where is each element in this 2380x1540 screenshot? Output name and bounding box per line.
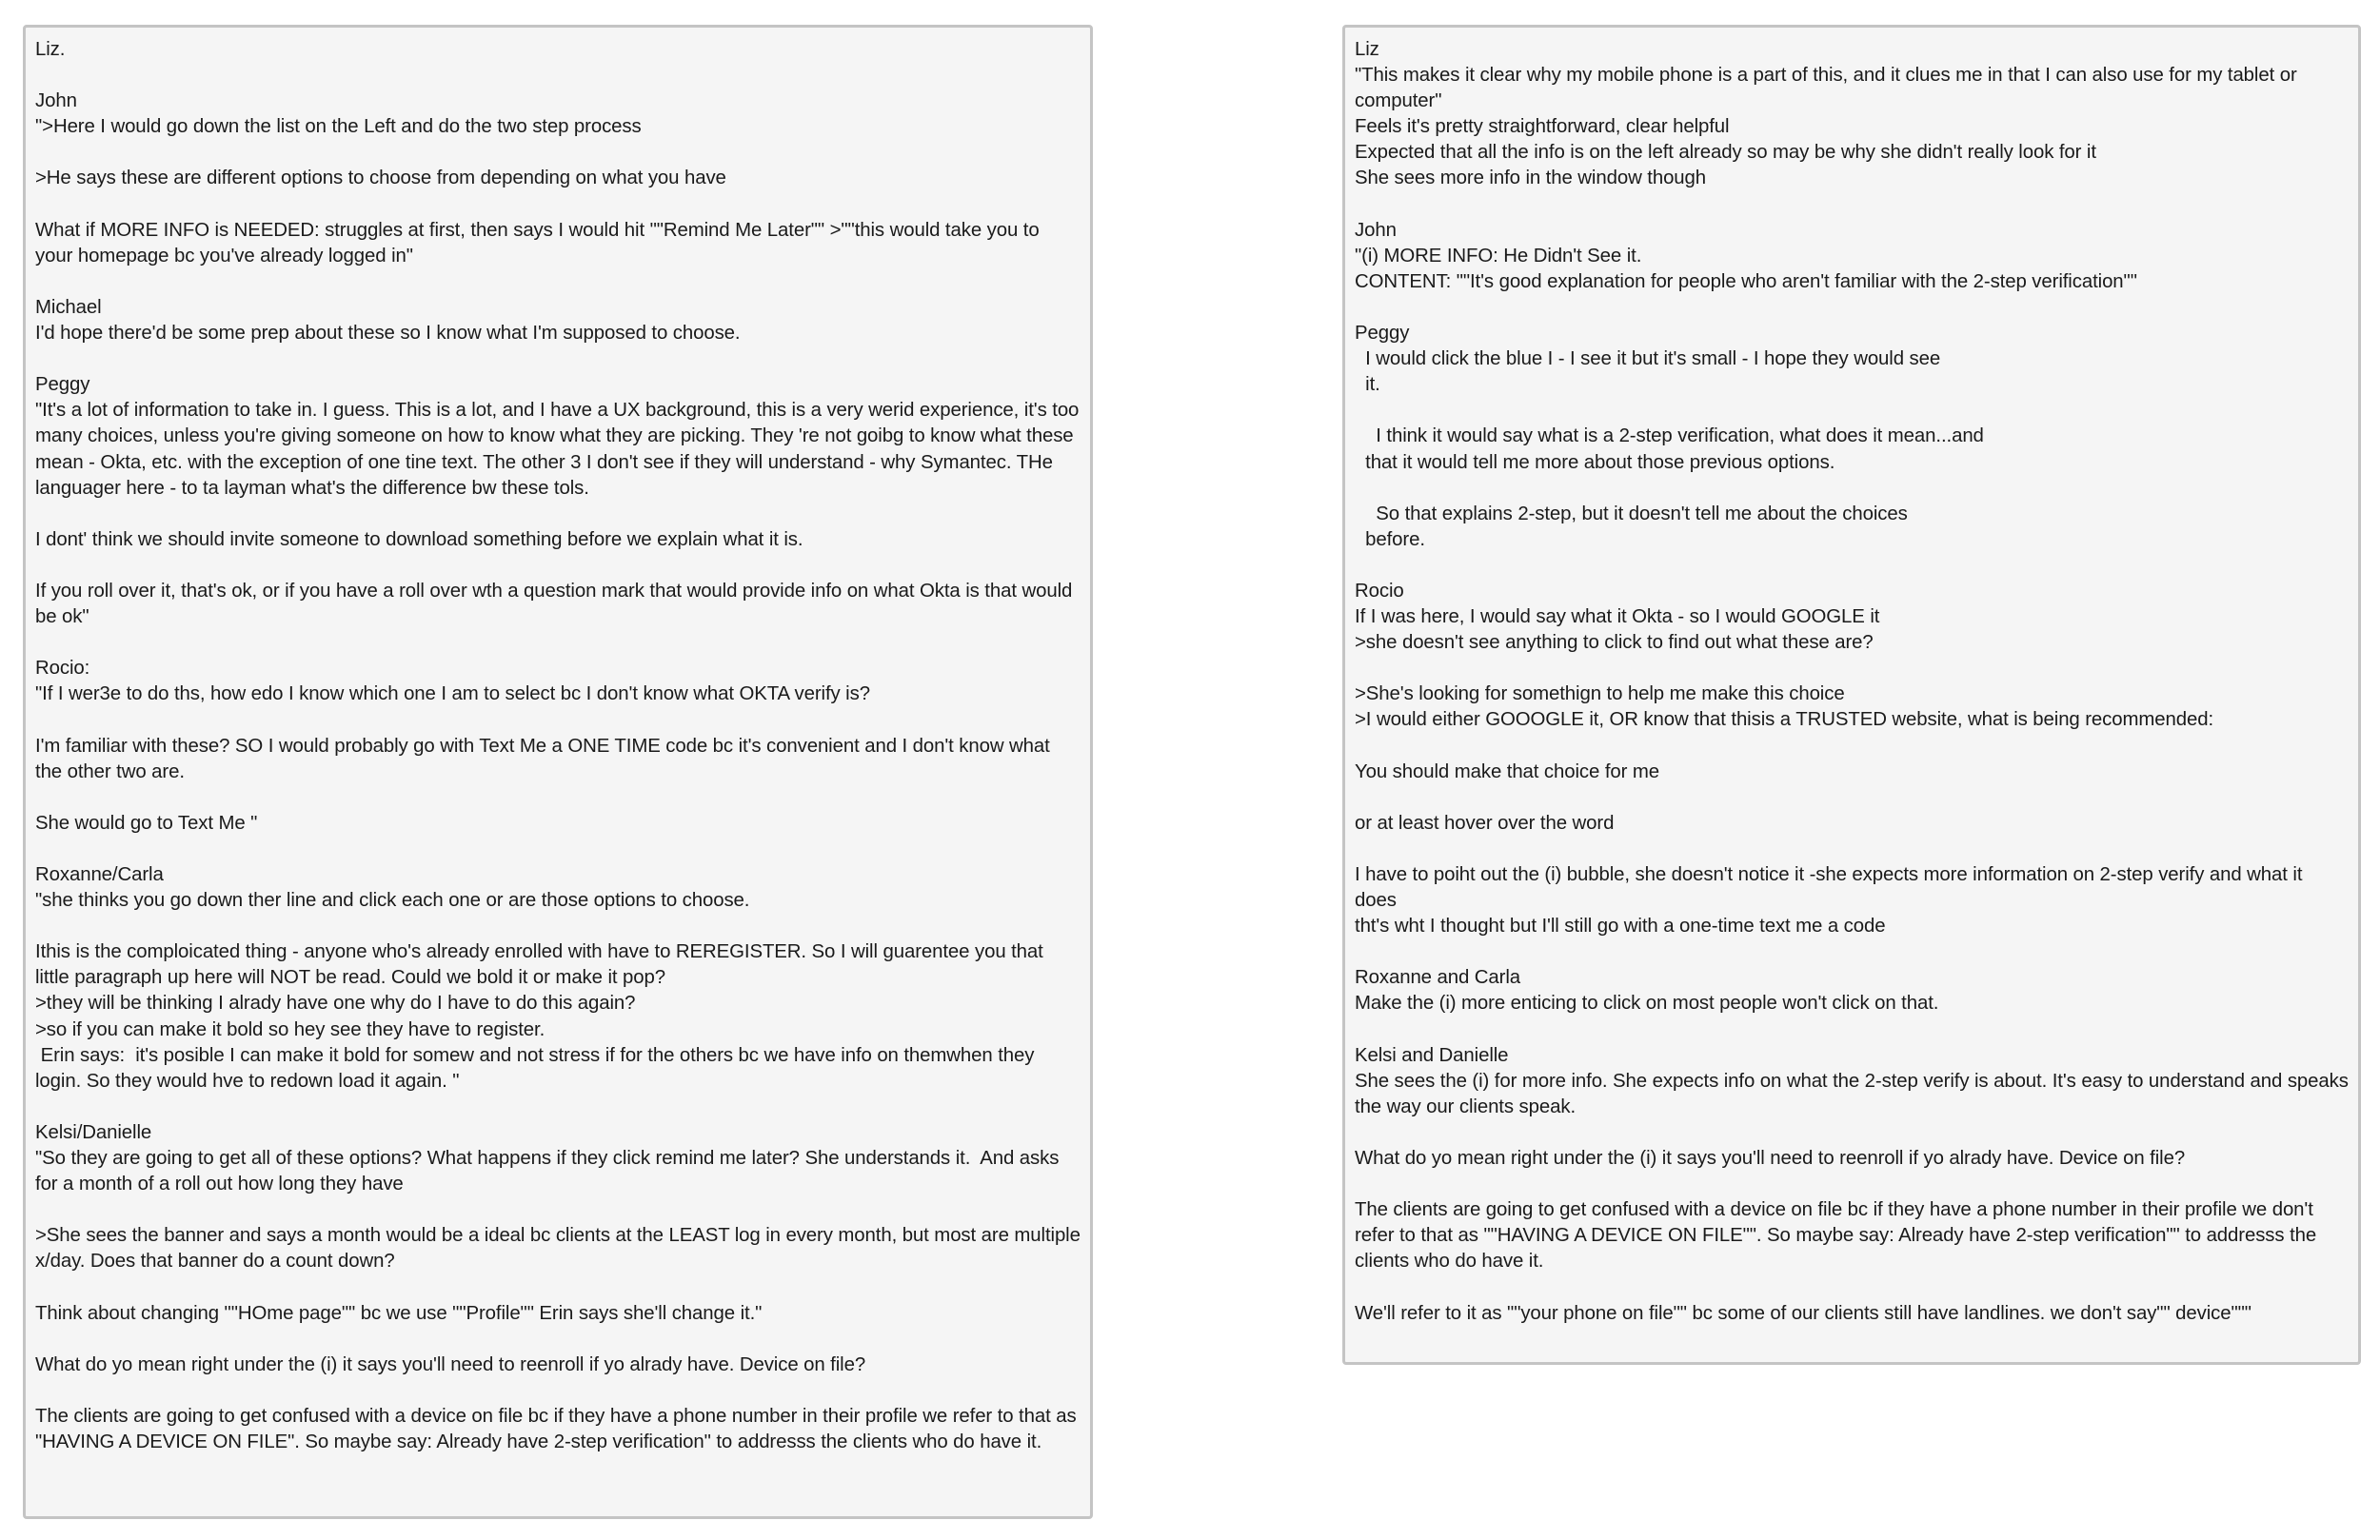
notes-textbox-right[interactable] [1342, 25, 2361, 1365]
notes-text-right: Liz "This makes it clear why my mobile phone is a part of this, and it clues me in that I can also use for my tablet or computer" Feels it's pretty straightforward, clear helpful Expected that all the info is on the left already so may be why she didn't really look for it She sees more info in the window though John "(i) MORE INFO: He Didn't See it. CONTENT: ""It's good explanation for people who aren't familiar with the 2-step verification"" Peggy I would click the blue I - I see it but it's small - I hope they would see it. I think it would say what is a 2-step verification, what does it mean...and that it would tell me more about those previous options. So that explains 2-step, but it doesn't tell me about the choices before. Rocio If I was here, I would say what it Okta - so I would GOOGLE it >she doesn't see anything to click to find out what these are? >She's looking for somethign to help me make this choice >I would either GOOOGLE it, OR know that thisis a TRUSTED website, what is being recommended: You should make that choice for me or at least hover over the word I have to poiht out the (i) bubble, she doesn't notice it -she expects more information on 2-step verify and what it does tht's wht I thought but I'll still go with a one-time text me a code Roxanne and Carla Make the (i) more enticing to click on most people won't click on that. Kelsi and Danielle She sees the (i) for more info. She expects info on what the 2-step verify is about. It's easy to understand and speaks the way our clients speak. What do yo mean right under the (i) it says you'll need to reenroll if yo alrady have. Device on file? The clients are going to get confused with a device on file bc if they have a phone number in their profile we don't refer to that as ""HAVING A DEVICE ON FILE"". So maybe say: Already have 2-step verification"" to addresss the clients who do have it. We'll refer to it as ""your phone on file"" bc some of our clients still have landlines. we don't say"" device""" [1355, 39, 2349, 1324]
notes-textbox-left[interactable] [23, 25, 1093, 1519]
notes-text-left: Liz. John ">Here I would go down the list on the Left and do the two step process >He says these are different options to choose from depending on what you have What if MORE INFO is NEEDED: struggles at first, then says I would hit ""Remind Me Later"" >""this would take you to your homepage bc you've already logged in" Michael I'd hope there'd be some prep about these so I know what I'm supposed to choose. Peggy "It's a lot of information to take in. I guess. This is a lot, and I have a UX background, this is a very werid experience, it's too many choices, unless you're giving someone on how to know what they are picking. They 're not goibg to know what these mean - Okta, etc. with the exception of one tine text. The other 3 I don't see if they will understand - why Symantec. THe languager here - to ta layman what's the difference bw these tols. I dont' think we should invite someone to download something before we explain what it is. If you roll over it, that's ok, or if you have a roll over wth a question mark that would provide info on what Okta is that would be ok" Rocio: "If I wer3e to do ths, how edo I know which one I am to select bc I don't know what OKTA verify is? I'm familiar with these? SO I would probably go with Text Me a ONE TIME code bc it's convenient and I don't know what the other two are. She would go to Text Me " Roxanne/Carla "she thinks you go down ther line and click each one or are those options to choose. Ithis is the comploicated thing - anyone who's already enrolled with have to REREGISTER. So I will guarentee you that little paragraph up here will NOT be read. Could we bold it or make it pop? >they will be thinking I alrady have one why do I have to do this again? >so if you can make it bold so hey see they have to register. Erin says: it's posible I can make it bold for somew and not stress if for the others bc we have info on themwhen they login. So they would hve to redown load it again. " Kelsi/Danielle "So they are going to get all of these options? What happens if they click remind me later? She understands it. And asks for a month of a roll out how long they have >She sees the banner and says a month would be a ideal bc clients at the LEAST log in every month, but most are multiple x/day. Does that banner do a count down? Think about changing ""HOme page"" bc we use ""Profile"" Erin says she'll change it." What do yo mean right under the (i) it says you'll need to reenroll if yo alrady have. Device on file? The clients are going to get confused with a device on file bc if they have a phone number in their profile we refer to that as "HAVING A DEVICE ON FILE". So maybe say: Already have 2-step verification" to addresss the clients who do have it. [35, 39, 1081, 1453]
